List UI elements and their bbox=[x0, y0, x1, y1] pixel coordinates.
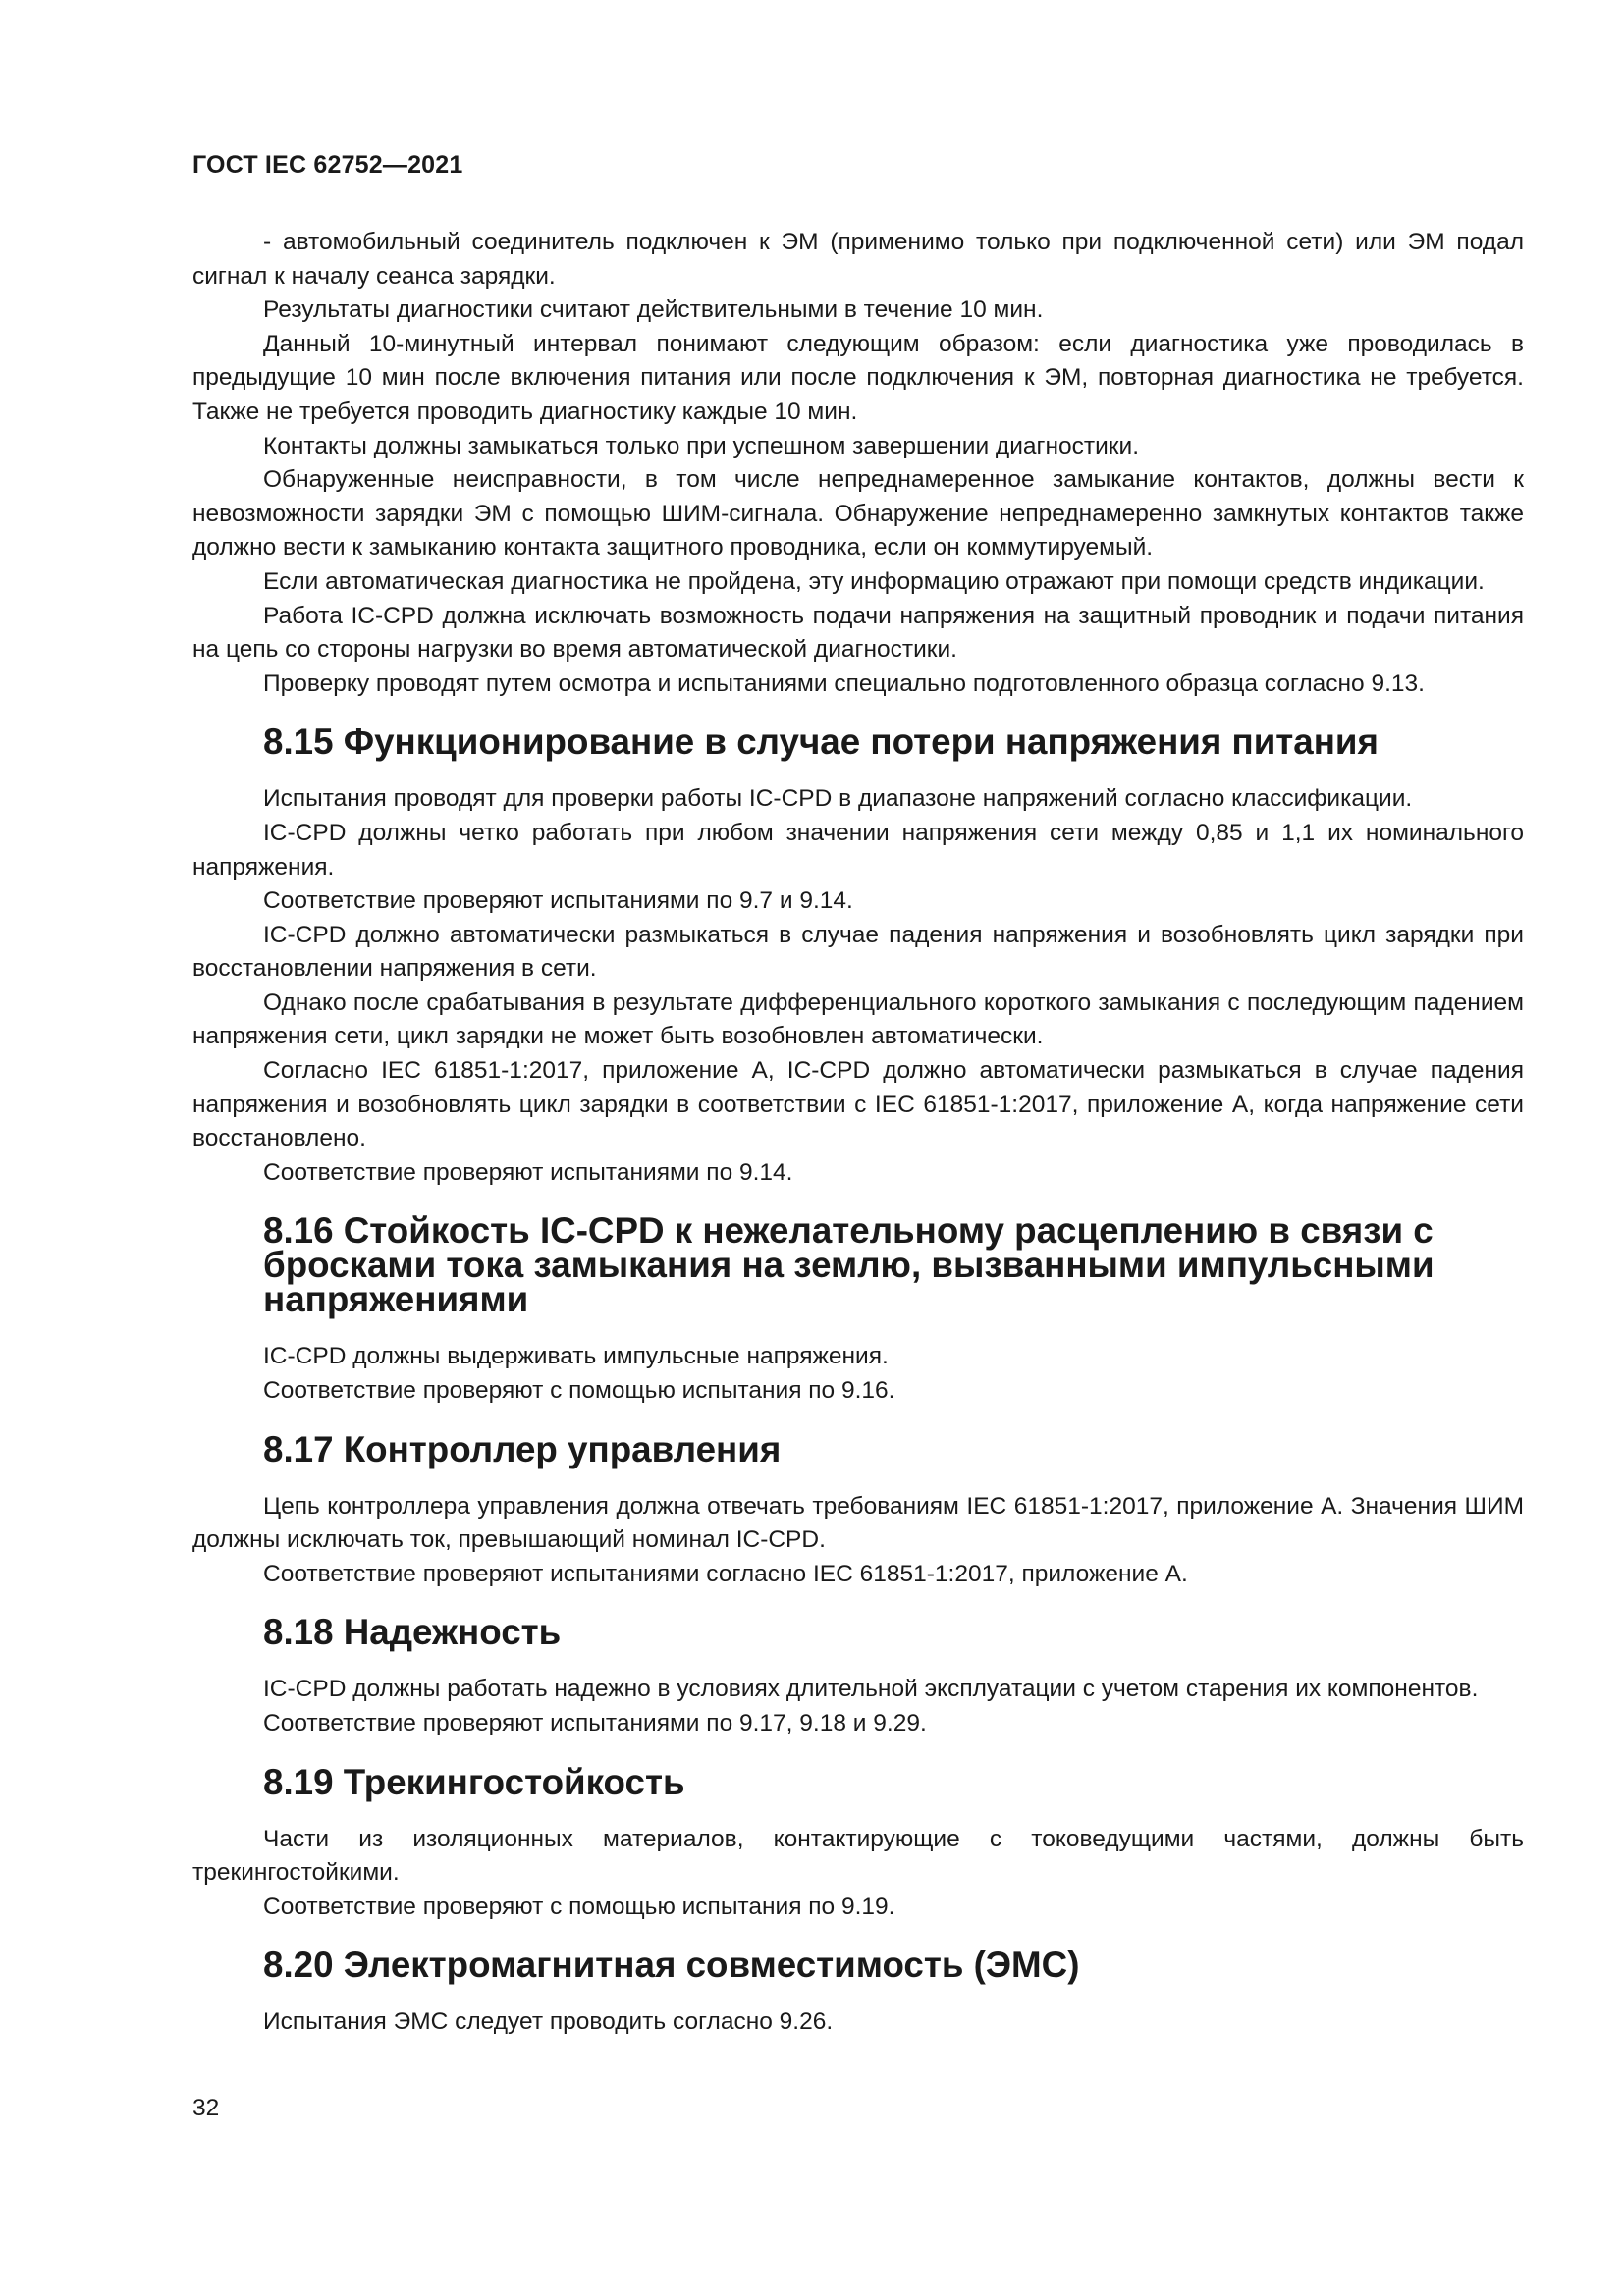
paragraph: Соответствие проверяют с помощью испытания по 9.19. bbox=[263, 1893, 895, 1920]
paragraph: Результаты диагностики считают действительными в течение 10 мин. bbox=[263, 296, 1044, 324]
paragraph: Испытания проводят для проверки работы IC-CPD в диапазоне напряжений согласно классификации. bbox=[263, 785, 1413, 813]
paragraph: - автомобильный соединитель подключен к ЭМ (применимо только при подключенной сети) или ЭМ подал сигнал к началу сеанса зарядки. bbox=[192, 229, 1524, 290]
paragraph: Данный 10-минутный интервал понимают следующим образом: если диагностика уже проводилась в предыдущие 10 мин после включения питания или после подключения к ЭМ, повторная диагностика не требуется. Также не требуется проводить диагностику каждые 10 мин. bbox=[192, 330, 1524, 425]
paragraph: Если автоматическая диагностика не пройдена, эту информацию отражают при помощи средств индикации. bbox=[263, 567, 1485, 595]
paragraph: Цепь контроллера управления должна отвечать требованиям IEC 61851-1:2017, приложение А. Значения ШИМ должны исключать ток, превышающий номинал IC-CPD. bbox=[192, 1492, 1524, 1554]
paragraph: Части из изоляционных материалов, контактирующие с токоведущими частями, должны быть трекингостойкими. bbox=[192, 1825, 1524, 1887]
document-header: ГОСТ IEC 62752—2021 bbox=[192, 151, 463, 179]
paragraph: Соответствие проверяют испытаниями по 9.17, 9.18 и 9.29. bbox=[263, 1710, 927, 1736]
paragraph: IC-CPD должно автоматически размыкаться в случае падения напряжения и возобновлять цикл зарядки при восстановлении напряжения в сети. bbox=[192, 921, 1524, 983]
paragraph: Однако после срабатывания в результате дифференциального короткого замыкания с последующим падением напряжения сети, цикл зарядки не может быть возобновлен автоматически. bbox=[192, 988, 1524, 1050]
paragraph: Проверку проводят путем осмотра и испытаниями специально подготовленного образца согласно 9.13. bbox=[263, 669, 1425, 697]
paragraph: Соответствие проверяют испытаниями по 9.7 и 9.14. bbox=[263, 887, 853, 915]
section-heading-8-15: 8.15 Функционирование в случае потери напряжения питания bbox=[263, 721, 1379, 763]
paragraph: Соответствие проверяют испытаниями согласно IEC 61851-1:2017, приложение А. bbox=[263, 1560, 1188, 1587]
section-heading-8-17: 8.17 Контроллер управления bbox=[263, 1428, 782, 1469]
paragraph: IC-CPD должны четко работать при любом значении напряжения сети между 0,85 и 1,1 их номинального напряжения. bbox=[192, 819, 1524, 881]
section-heading-8-18: 8.18 Надежность bbox=[263, 1612, 562, 1653]
paragraph: Согласно IEC 61851-1:2017, приложение А, IC-CPD должно автоматически размыкаться в случае падения напряжения и возобновлять цикл зарядки в соответствии с IEC 61851-1:2017, приложение А, когда напряжение сети восстановлено. bbox=[192, 1057, 1524, 1152]
document-body bbox=[192, 226, 1524, 2040]
paragraph: IC-CPD должны работать надежно в условиях длительной эксплуатации с учетом старения их компонентов. bbox=[263, 1676, 1479, 1703]
page-number: 32 bbox=[192, 2095, 220, 2121]
paragraph: IC-CPD должны выдерживать импульсные напряжения. bbox=[263, 1343, 889, 1370]
section-heading-8-19: 8.19 Трекингостойкость bbox=[263, 1761, 685, 1802]
paragraph: Обнаруженные неисправности, в том числе непреднамеренное замыкание контактов, должны вести к невозможности зарядки ЭМ с помощью ШИМ-сигнала. Обнаружение непреднамеренно замкнутых контактов также должно вести к замыканию контакта защитного проводника, если он коммутируемый. bbox=[192, 466, 1524, 561]
paragraph: Испытания ЭМС следует проводить согласно 9.26. bbox=[263, 2008, 834, 2036]
section-heading-8-16: 8.16 Стойкость IC-CPD к нежелательному расцеплению в связи с бросками тока замыкания на землю, вызванными импульсными напряжениями bbox=[263, 1210, 1435, 1320]
paragraph: Соответствие проверяют с помощью испытания по 9.16. bbox=[263, 1377, 895, 1405]
section-heading-8-20: 8.20 Электромагнитная совместимость (ЭМС) bbox=[263, 1945, 1080, 1986]
paragraph: Контакты должны замыкаться только при успешном завершении диагностики. bbox=[263, 432, 1140, 459]
paragraph: Работа IC-CPD должна исключать возможность подачи напряжения на защитный проводник и подачи питания на цепь со стороны нагрузки во время автоматической диагностики. bbox=[192, 602, 1524, 664]
paragraph: Соответствие проверяют испытаниями по 9.14. bbox=[263, 1158, 793, 1186]
